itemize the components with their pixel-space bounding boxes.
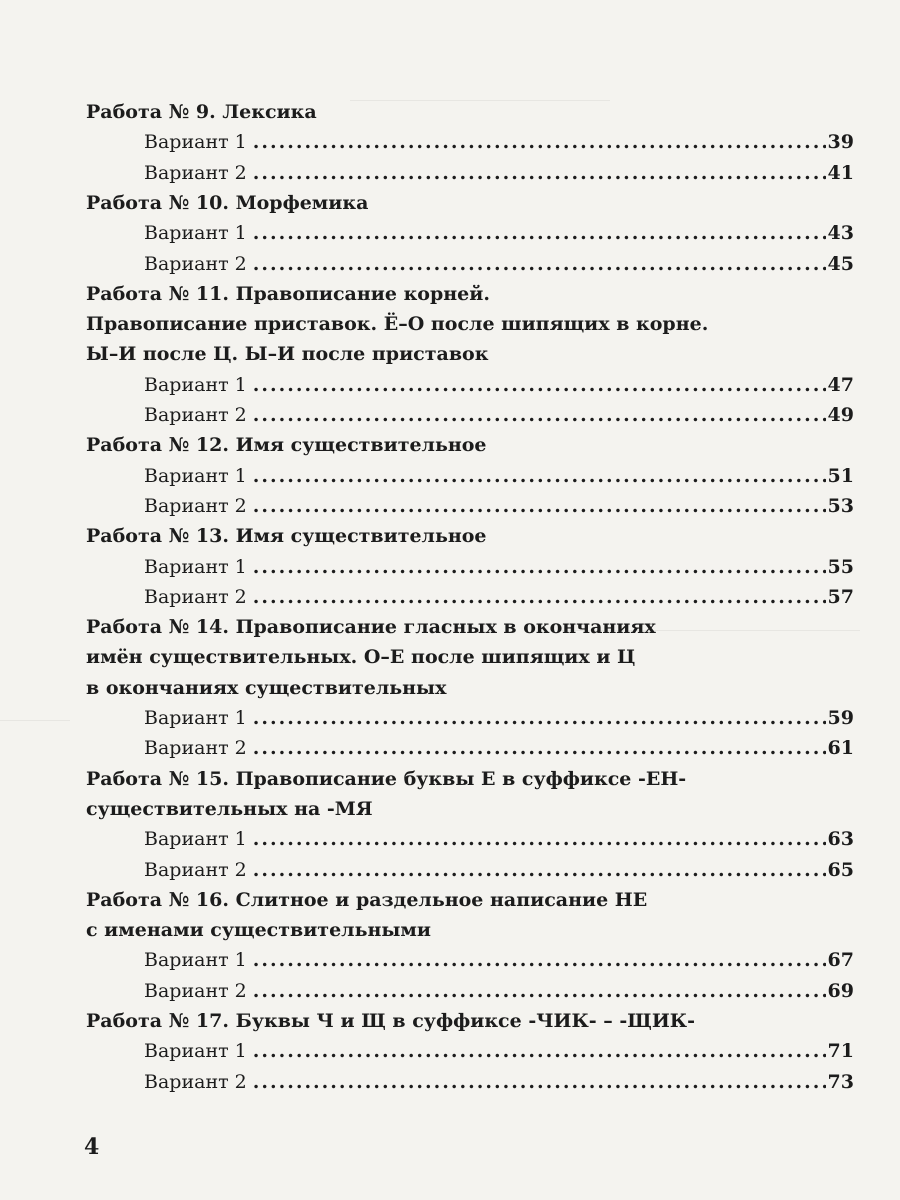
variant-label: Вариант 2 <box>144 162 247 184</box>
variant-label: Вариант 2 <box>144 980 247 1002</box>
variant-label: Вариант 1 <box>144 1040 247 1062</box>
section-heading: Работа № 9. Лексика <box>86 101 317 123</box>
variant-label: Вариант 1 <box>144 374 247 396</box>
dot-leader <box>253 371 826 399</box>
section-heading: Работа № 13. Имя существительное <box>86 525 487 547</box>
toc-entry <box>144 128 854 156</box>
dot-leader <box>253 553 826 581</box>
variant-label: Вариант 2 <box>144 1071 247 1093</box>
toc-entry <box>144 946 854 974</box>
dot-leader <box>253 583 826 611</box>
page-ref: 59 <box>827 707 854 729</box>
section-heading: имён существительных. О–Е после шипящих и Ц <box>86 646 636 668</box>
page-ref: 71 <box>827 1040 854 1062</box>
page-ref: 53 <box>827 495 854 517</box>
variant-label: Вариант 1 <box>144 949 247 971</box>
section-heading: в окончаниях существительных <box>86 677 447 699</box>
variant-label: Вариант 1 <box>144 131 247 153</box>
toc-entry <box>144 825 854 853</box>
toc-entry <box>144 371 854 399</box>
page-ref: 63 <box>827 828 854 850</box>
variant-label: Вариант 1 <box>144 556 247 578</box>
page-ref: 61 <box>827 737 854 759</box>
variant-label: Вариант 2 <box>144 253 247 275</box>
dot-leader <box>253 825 826 853</box>
dot-leader <box>253 250 826 278</box>
variant-label: Вариант 1 <box>144 222 247 244</box>
page-ref: 43 <box>827 222 854 244</box>
page-ref: 65 <box>827 859 854 881</box>
toc-entry <box>144 250 854 278</box>
section-heading: Работа № 15. Правописание буквы Е в суффиксе -ЕН- <box>86 768 687 790</box>
section-heading: Правописание приставок. Ё–О после шипящих в корне. <box>86 313 709 335</box>
dot-leader <box>253 977 826 1005</box>
page-ref: 73 <box>827 1071 854 1093</box>
toc-entry <box>144 1037 854 1065</box>
bleed-through-line <box>350 100 610 101</box>
dot-leader <box>253 401 826 429</box>
toc-entry <box>144 1068 854 1096</box>
variant-label: Вариант 1 <box>144 707 247 729</box>
page-ref: 39 <box>827 131 854 153</box>
toc-entry <box>144 977 854 1005</box>
dot-leader <box>253 946 826 974</box>
page-ref: 55 <box>827 556 854 578</box>
toc-entry <box>144 734 854 762</box>
page-ref: 45 <box>827 253 854 275</box>
page-ref: 69 <box>827 980 854 1002</box>
section-heading: Работа № 14. Правописание гласных в окончаниях <box>86 616 656 638</box>
dot-leader <box>253 1037 826 1065</box>
dot-leader <box>253 734 826 762</box>
dot-leader <box>253 1068 826 1096</box>
variant-label: Вариант 2 <box>144 586 247 608</box>
variant-label: Вариант 2 <box>144 495 247 517</box>
dot-leader <box>253 462 826 490</box>
dot-leader <box>253 159 826 187</box>
page-ref: 47 <box>827 374 854 396</box>
section-heading: Ы–И после Ц. Ы–И после приставок <box>86 343 489 365</box>
variant-label: Вариант 1 <box>144 828 247 850</box>
toc-entry <box>144 492 854 520</box>
toc-entry <box>144 401 854 429</box>
dot-leader <box>253 704 826 732</box>
variant-label: Вариант 2 <box>144 859 247 881</box>
page-ref: 67 <box>827 949 854 971</box>
toc-entry <box>144 856 854 884</box>
dot-leader <box>253 219 826 247</box>
toc-entry <box>144 219 854 247</box>
page-ref: 51 <box>827 465 854 487</box>
toc-entry <box>144 704 854 732</box>
section-heading: Работа № 17. Буквы Ч и Щ в суффиксе -ЧИК- – -ЩИК- <box>86 1010 695 1032</box>
section-heading: существительных на -МЯ <box>86 798 373 820</box>
section-heading: с именами существительными <box>86 919 432 941</box>
bleed-through-line <box>0 720 70 721</box>
section-heading: Работа № 16. Слитное и раздельное написание НЕ <box>86 889 648 911</box>
variant-label: Вариант 2 <box>144 404 247 426</box>
toc-entry <box>144 583 854 611</box>
variant-label: Вариант 2 <box>144 737 247 759</box>
variant-label: Вариант 1 <box>144 465 247 487</box>
toc-entry <box>144 159 854 187</box>
toc-entry <box>144 462 854 490</box>
section-heading: Работа № 11. Правописание корней. <box>86 283 490 305</box>
page-ref: 49 <box>827 404 854 426</box>
page-ref: 57 <box>827 586 854 608</box>
page-ref: 41 <box>827 162 854 184</box>
section-heading: Работа № 10. Морфемика <box>86 192 369 214</box>
dot-leader <box>253 856 826 884</box>
dot-leader <box>253 492 826 520</box>
toc-entry <box>144 553 854 581</box>
dot-leader <box>253 128 826 156</box>
section-heading: Работа № 12. Имя существительное <box>86 434 487 456</box>
page-number: 4 <box>84 1134 100 1160</box>
